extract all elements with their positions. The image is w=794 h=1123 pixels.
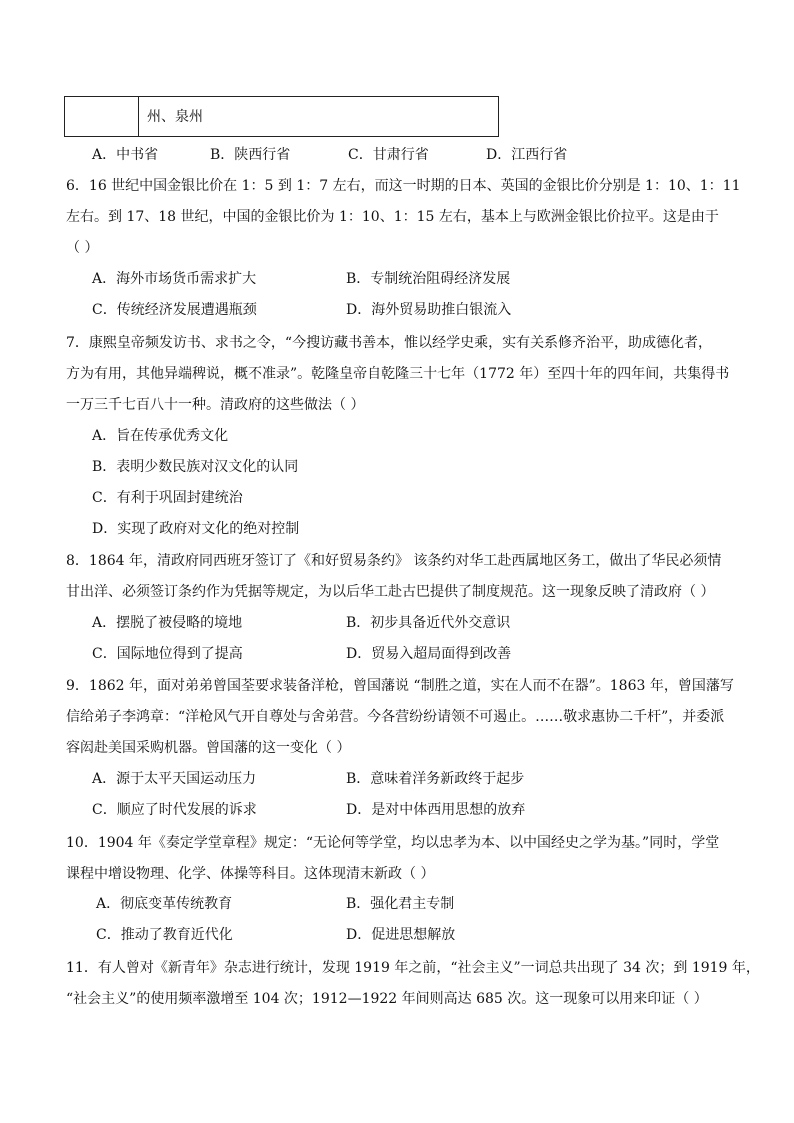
q6-option-a: A．海外市场货币需求扩大 — [92, 271, 257, 287]
q10-stem-line-2: 课程中增设物理、化学、体操等科目。这体现清末新政（ ） — [66, 866, 435, 882]
q9-option-a: A．源于太平天国运动压力 — [92, 771, 257, 787]
q9-stem-line-1: 9．1862 年，面对弟弟曾国荃要求装备洋枪，曾国藩说 “制胜之道，实在人而不在器”。1863 年，曾国藩写 — [66, 678, 734, 694]
q6-option-c: C．传统经济发展遭遇瓶颈 — [92, 302, 257, 318]
q10-option-c: C．推动了教育近代化 — [96, 927, 233, 943]
q8-option-b: B．初步具备近代外交意识 — [346, 615, 511, 631]
q6-stem-line-1: 6．16 世纪中国金银比价在 1：5 到 1：7 左右，而这一时期的日本、英国的金银比价分别是 1：10、1：11 — [66, 178, 741, 194]
q7-option-c: C．有利于巩固封建统治 — [92, 490, 243, 506]
q9-stem-line-3: 容闳赴美国采购机器。曾国藩的这一变化（ ） — [66, 740, 351, 756]
q5-option-d: D．江西行省 — [486, 147, 568, 163]
q8-option-d: D．贸易入超局面得到改善 — [346, 646, 512, 662]
table-cell-text: 州、泉州 — [147, 109, 203, 125]
answer-table — [64, 96, 499, 137]
q9-option-c: C．顺应了时代发展的诉求 — [92, 802, 257, 818]
q9-option-d: D．是对中体西用思想的放弃 — [346, 802, 526, 818]
q8-stem-line-1: 8．1864 年，清政府同西班牙签订了《和好贸易条约》 该条约对华工赴西属地区务工，做出了华民必须情 — [66, 553, 722, 569]
q5-option-c: C．甘肃行省 — [348, 147, 429, 163]
q10-option-d: D．促进思想解放 — [346, 927, 456, 943]
q8-option-c: C．国际地位得到了提高 — [92, 646, 243, 662]
q5-option-b: B．陕西行省 — [210, 147, 291, 163]
q6-stem-line-2: 左右。到 17、18 世纪，中国的金银比价为 1：10、1：15 左右，基本上与欧洲金银比价拉平。这是由于 — [66, 209, 719, 225]
q7-stem-line-3: 一万三千七百八十一种。清政府的这些做法（ ） — [66, 397, 365, 413]
q6-stem-line-3: （ ） — [66, 240, 99, 256]
q8-stem-line-2: 甘出洋、必须签订条约作为凭据等规定，为以后华工赴古巴提供了制度规范。这一现象反映了清政府（ ） — [66, 584, 715, 600]
q7-stem-line-2: 方为有用，其他异端稗说，概不准录”。乾隆皇帝自乾隆三十七年（1772 年）至四十年的四年间，共集得书 — [66, 366, 730, 382]
q6-option-d: D．海外贸易助推白银流入 — [346, 302, 512, 318]
q11-stem-line-1: 11．有人曾对《新青年》杂志进行统计，发现 1919 年之前，“社会主义”一词总共出现了 34 次；到 1919 年， — [66, 960, 760, 976]
q7-option-d: D．实现了政府对文化的绝对控制 — [92, 521, 300, 537]
q10-stem-line-1: 10．1904 年《奏定学堂章程》规定：“无论何等学堂，均以忠孝为本、以中国经史之学为基。”同时，学堂 — [66, 835, 720, 851]
q7-option-b: B．表明少数民族对汉文化的认同 — [92, 459, 299, 475]
q7-option-a: A．旨在传承优秀文化 — [92, 428, 229, 444]
q10-option-a: A．彻底变革传统教育 — [96, 896, 233, 912]
q9-option-b: B．意味着洋务新政终于起步 — [346, 771, 525, 787]
table-cell-empty — [65, 97, 139, 136]
q7-stem-line-1: 7．康熙皇帝频发访书、求书之令，“今搜访藏书善本，惟以经学史乘，实有关系修齐治平，助成德化者， — [66, 335, 713, 351]
q6-option-b: B．专制统治阻碍经济发展 — [346, 271, 511, 287]
q5-option-a: A．中书省 — [92, 147, 159, 163]
q9-stem-line-2: 信给弟子李鸿章：“洋枪风气开自尊处与舍弟营。今各营纷纷请领不可遏止。……敬求惠协二千杆”，并委派 — [66, 709, 725, 725]
q11-stem-line-2: “社会主义”的使用频率激增至 104 次；1912—1922 年间则高达 685 次。这一现象可以用来印证（ ） — [66, 991, 708, 1007]
q8-option-a: A．摆脱了被侵略的境地 — [92, 615, 243, 631]
q10-option-b: B．强化君主专制 — [346, 896, 455, 912]
